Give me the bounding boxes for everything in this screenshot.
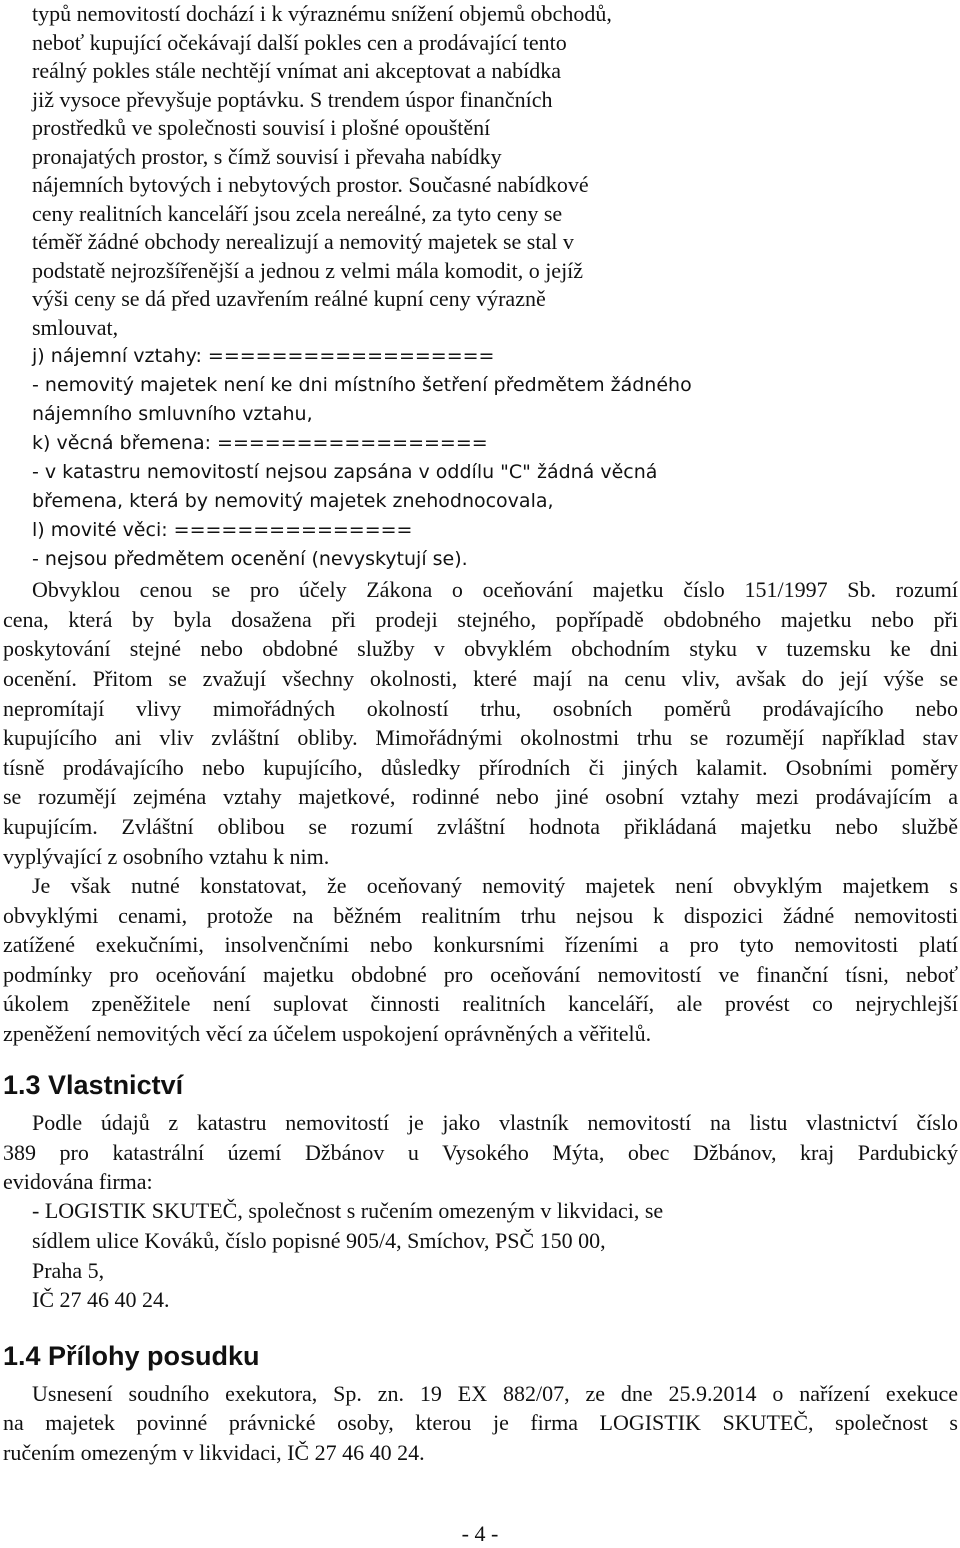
text-line: nájemních bytových i nebytových prostor. Současné nabídkové — [32, 172, 589, 197]
paragraph-line: zpeněžení nemovitých věcí za účelem uspokojení oprávněných a věřitelů. — [3, 1021, 652, 1046]
owner-line: sídlem ulice Kováků, číslo popisné 905/4, Smíchov, PSČ 150 00, — [32, 1228, 606, 1253]
text-line: - nemovitý majetek není ke dni místního šetření předmětem žádného — [32, 374, 692, 396]
owner-line: - LOGISTIK SKUTEČ, společnost s ručením omezeným v likvidaci, se — [32, 1198, 664, 1223]
text-line: - nejsou předmětem ocenění (nevyskytují se). — [32, 548, 468, 570]
paragraph-line: zatížené exekučními, insolvenčními nebo konkursními řízeními a pro tyto nemovitosti platí — [3, 932, 958, 957]
page-number: - 4 - — [461, 1521, 499, 1546]
text-line: neboť kupující očekávají další pokles cen a prodávající tento — [32, 30, 567, 55]
paragraph-line: kupujícího ani vliv zvláštní obliby. Mimořádnými okolnostmi trhu se rozumějí například stav — [3, 725, 958, 750]
paragraph-line: Usnesení soudního exekutora, Sp. zn. 19 EX 882/07, ze dne 25.9.2014 o nařízení exekuce — [32, 1381, 958, 1406]
paragraph-line: Obvyklou cenou se pro účely Zákona o oceňování majetku číslo 151/1997 Sb. rozumí — [32, 577, 958, 602]
section-l-heading: l) movité věci: =============== — [32, 519, 413, 541]
text-line: reálný pokles stále nechtějí vnímat ani akceptovat a nabídka — [32, 58, 562, 83]
owner-line: Praha 5, — [32, 1258, 105, 1283]
paragraph-line: poskytování stejné nebo obdobné služby v obvyklém obchodním styku v tuzemsku ke dni — [3, 636, 958, 661]
paragraph-line: vyplývající z osobního vztahu k nim. — [3, 844, 330, 869]
text-line: prostředků ve společnosti souvisí i plošné opouštění — [32, 115, 491, 140]
paragraph-line: ocenění. Přitom se zvažují všechny okolnosti, které mají na cenu vliv, avšak do její výše se — [3, 666, 958, 691]
text-line: výši ceny se dá před uzavřením reálné kupní ceny výrazně — [32, 286, 546, 311]
text-line: břemena, která by nemovitý majetek znehodnocovala, — [32, 490, 554, 512]
text-line: - v katastru nemovitostí nejsou zapsána v oddílu "C" žádná věcná — [32, 461, 658, 483]
section-heading-ownership: 1.3 Vlastnictví — [3, 1070, 184, 1100]
paragraph-line: evidována firma: — [3, 1169, 153, 1194]
text-line: pronajatých prostor, s čímž souvisí i převaha nabídky — [32, 144, 502, 169]
paragraph-line: se rozumějí zejména vztahy majetkové, rodinné nebo jiné osobní vztahy mezi prodávajícím a — [3, 784, 958, 809]
text-line: téměř žádné obchody nerealizují a nemovitý majetek se stal v — [32, 229, 574, 254]
section-k-heading: k) věcná břemena: ================= — [32, 432, 488, 454]
text-line: již vysoce převyšuje poptávku. S trendem úspor finančních — [32, 87, 553, 112]
paragraph-line: Je však nutné konstatovat, že oceňovaný nemovitý majetek není obvyklým majetkem s — [32, 873, 958, 898]
text-line: typů nemovitostí dochází i k výraznému snížení objemů obchodů, — [32, 1, 612, 26]
paragraph-line: cena, která by byla dosažena při prodeji stejného, popřípadě obdobného majetku nebo při — [3, 607, 958, 632]
paragraph-line: úkolem zpeněžitele není suplovat činnosti realitních kanceláří, ale provést co nejrychlejší — [3, 991, 958, 1016]
owner-line: IČ 27 46 40 24. — [32, 1287, 170, 1312]
paragraph-line: na majetek povinné právnické osoby, kterou je firma LOGISTIK SKUTEČ, společnost s — [3, 1410, 958, 1435]
paragraph-line: Podle údajů z katastru nemovitostí je jako vlastník nemovitostí na listu vlastnictví číslo — [32, 1110, 958, 1135]
paragraph-line: nepromítají vlivy mimořádných okolností trhu, osobních poměrů prodávajícího nebo — [3, 696, 958, 721]
text-line: ceny realitních kanceláří jsou zcela nereálné, za tyto ceny se — [32, 201, 563, 226]
paragraph-line: ručením omezeným v likvidaci, IČ 27 46 40 24. — [3, 1440, 425, 1465]
paragraph-line: kupujícím. Zvláštní oblibou se rozumí zvláštní hodnota přikládaná majetku nebo službě — [3, 814, 958, 839]
section-j-heading: j) nájemní vztahy: ================== — [32, 345, 495, 367]
section-heading-attachments: 1.4 Přílohy posudku — [3, 1341, 260, 1371]
text-line: podstatě nejrozšířenější a jednou z velmi mála komodit, o jejíž — [32, 258, 584, 283]
paragraph-line: podmínky pro oceňování majetku obdobné pro oceňování nemovitostí ve finanční tísni, neboť — [3, 962, 958, 987]
text-line: smlouvat, — [32, 315, 119, 340]
paragraph-line: tísně prodávajícího nebo kupujícího, důsledky přírodních či jiných kalamit. Osobními poměry — [3, 755, 958, 780]
paragraph-line: obvyklými cenami, protože na běžném realitním trhu nejsou k dispozici žádné nemovitosti — [3, 903, 958, 928]
text-line: nájemního smluvního vztahu, — [32, 403, 313, 425]
paragraph-line: 389 pro katastrální území Džbánov u Vysokého Mýta, obec Džbánov, kraj Pardubický — [3, 1140, 958, 1165]
